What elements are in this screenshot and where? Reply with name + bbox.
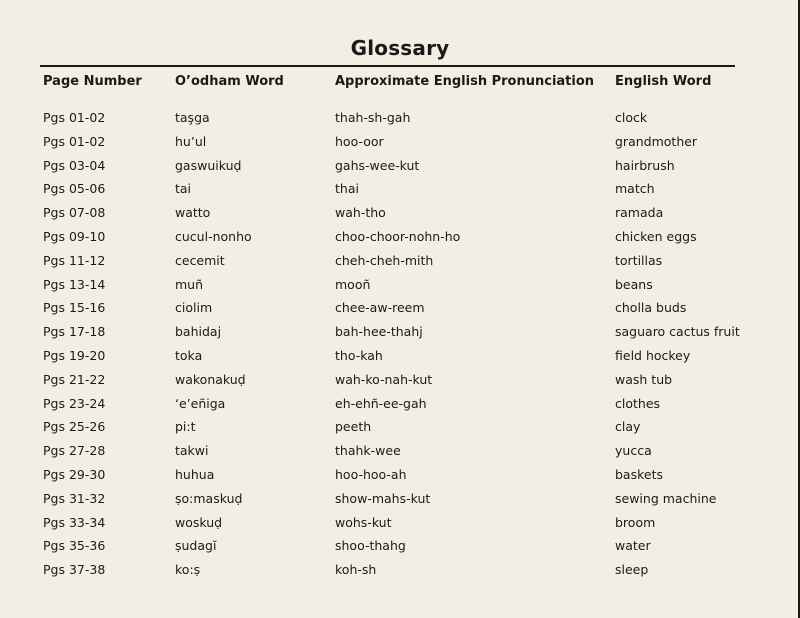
cell-pronunciation: thahk-wee — [335, 443, 401, 459]
cell-pronunciation: thai — [335, 181, 359, 197]
cell-word: cecemit — [175, 252, 225, 268]
cell-english: clay — [615, 419, 641, 435]
cell-english: yucca — [615, 443, 652, 459]
cell-english: ramada — [615, 205, 664, 221]
cell-pronunciation: hoo-hoo-ah — [335, 466, 407, 482]
table-row — [0, 396, 800, 420]
table-row — [0, 515, 800, 539]
cell-pronunciation: bah-hee-thahj — [335, 324, 423, 340]
cell-english: beans — [615, 276, 653, 292]
cell-word: hu’ul — [175, 133, 207, 149]
cell-english: cholla buds — [615, 300, 687, 316]
cell-english: field hockey — [615, 347, 691, 363]
cell-english: wash tub — [615, 371, 673, 387]
header-pronunciation: Approximate English Pronunciation — [335, 74, 595, 89]
table-row — [0, 229, 800, 253]
glossary-table — [0, 110, 800, 586]
header-page-number: Page Number — [43, 74, 142, 89]
cell-pronunciation: gahs-wee-kut — [335, 157, 420, 173]
cell-word: watto — [175, 205, 211, 221]
table-row — [0, 491, 800, 515]
cell-page: Pgs 15-16 — [43, 300, 106, 316]
table-row — [0, 300, 800, 324]
cell-word: bahidaj — [175, 324, 222, 340]
cell-pronunciation: wah-ko-nah-kut — [335, 371, 433, 387]
cell-page: Pgs 21-22 — [43, 371, 106, 387]
cell-english: chicken eggs — [615, 228, 697, 244]
table-row — [0, 324, 800, 348]
cell-page: Pgs 23-24 — [43, 395, 106, 411]
header-english-word: English Word — [615, 74, 712, 89]
cell-page: Pgs 05-06 — [43, 181, 106, 197]
cell-english: hairbrush — [615, 157, 675, 173]
cell-pronunciation: thah-sh-gah — [335, 110, 411, 125]
cell-word: taşga — [175, 110, 210, 125]
cell-english: saguaro cactus fruit — [615, 324, 740, 340]
cell-word: wakonakuḍ — [175, 371, 246, 387]
cell-page: Pgs 37-38 — [43, 562, 106, 578]
page-title: Glossary — [350, 36, 450, 60]
cell-page: Pgs 03-04 — [43, 157, 106, 173]
cell-page: Pgs 11-12 — [43, 252, 106, 268]
table-row — [0, 158, 800, 182]
cell-word: ṣo:maskuḍ — [175, 490, 243, 506]
cell-page: Pgs 19-20 — [43, 347, 106, 363]
cell-word: cucul-nonho — [175, 228, 252, 244]
cell-pronunciation: mooñ — [335, 276, 371, 292]
cell-pronunciation: wohs-kut — [335, 514, 392, 530]
cell-english: grandmother — [615, 133, 698, 149]
table-row — [0, 372, 800, 396]
table-row — [0, 134, 800, 158]
cell-english: broom — [615, 514, 656, 530]
cell-page: Pgs 35-36 — [43, 538, 106, 554]
cell-english: water — [615, 538, 651, 554]
cell-pronunciation: show-mahs-kut — [335, 490, 431, 506]
cell-page: Pgs 31-32 — [43, 490, 106, 506]
table-row — [0, 205, 800, 229]
cell-pronunciation: cheh-cheh-mith — [335, 252, 434, 268]
cell-pronunciation: wah-tho — [335, 205, 386, 221]
cell-word: ṣudagĭ — [175, 538, 217, 554]
table-row — [0, 253, 800, 277]
cell-word: muñ — [175, 276, 204, 292]
cell-english: clock — [615, 110, 648, 125]
cell-pronunciation: hoo-oor — [335, 133, 384, 149]
cell-english: clothes — [615, 395, 661, 411]
cell-pronunciation: tho-kah — [335, 347, 383, 363]
cell-word: ‘e’eñiga — [175, 395, 226, 411]
cell-page: Pgs 07-08 — [43, 205, 106, 221]
cell-english: sewing machine — [615, 490, 717, 506]
table-row — [0, 110, 800, 134]
cell-word: huhua — [175, 466, 215, 482]
cell-page: Pgs 25-26 — [43, 419, 106, 435]
cell-pronunciation: choo-choor-nohn-ho — [335, 228, 461, 244]
cell-pronunciation: eh-ehñ-ee-gah — [335, 395, 427, 411]
title-rule — [40, 65, 735, 67]
table-row — [0, 443, 800, 467]
cell-english: tortillas — [615, 252, 663, 268]
cell-page: Pgs 29-30 — [43, 466, 106, 482]
table-row — [0, 538, 800, 562]
cell-word: toka — [175, 347, 203, 363]
cell-pronunciation: koh-sh — [335, 562, 377, 578]
cell-pronunciation: shoo-thahg — [335, 538, 406, 554]
cell-word: ko:ṣ — [175, 562, 201, 578]
table-row — [0, 277, 800, 301]
header-oodham-word: O’odham Word — [175, 74, 284, 89]
cell-pronunciation: chee-aw-reem — [335, 300, 425, 316]
cell-page: Pgs 17-18 — [43, 324, 106, 340]
table-row — [0, 467, 800, 491]
cell-word: ciolim — [175, 300, 213, 316]
cell-english: baskets — [615, 466, 664, 482]
cell-page: Pgs 09-10 — [43, 228, 106, 244]
cell-word: tai — [175, 181, 192, 197]
cell-page: Pgs 33-34 — [43, 514, 106, 530]
cell-page: Pgs 01-02 — [43, 110, 106, 125]
cell-word: takwi — [175, 443, 209, 459]
cell-word: pi:t — [175, 419, 196, 435]
cell-page: Pgs 01-02 — [43, 133, 106, 149]
table-row — [0, 562, 800, 586]
table-row — [0, 348, 800, 372]
table-row — [0, 181, 800, 205]
cell-english: sleep — [615, 562, 649, 578]
table-header — [0, 74, 800, 94]
cell-english: match — [615, 181, 655, 197]
cell-word: gaswuikuḍ — [175, 157, 242, 173]
table-row — [0, 419, 800, 443]
cell-pronunciation: peeth — [335, 419, 372, 435]
cell-page: Pgs 13-14 — [43, 276, 106, 292]
cell-page: Pgs 27-28 — [43, 443, 106, 459]
cell-word: woskuḍ — [175, 514, 223, 530]
